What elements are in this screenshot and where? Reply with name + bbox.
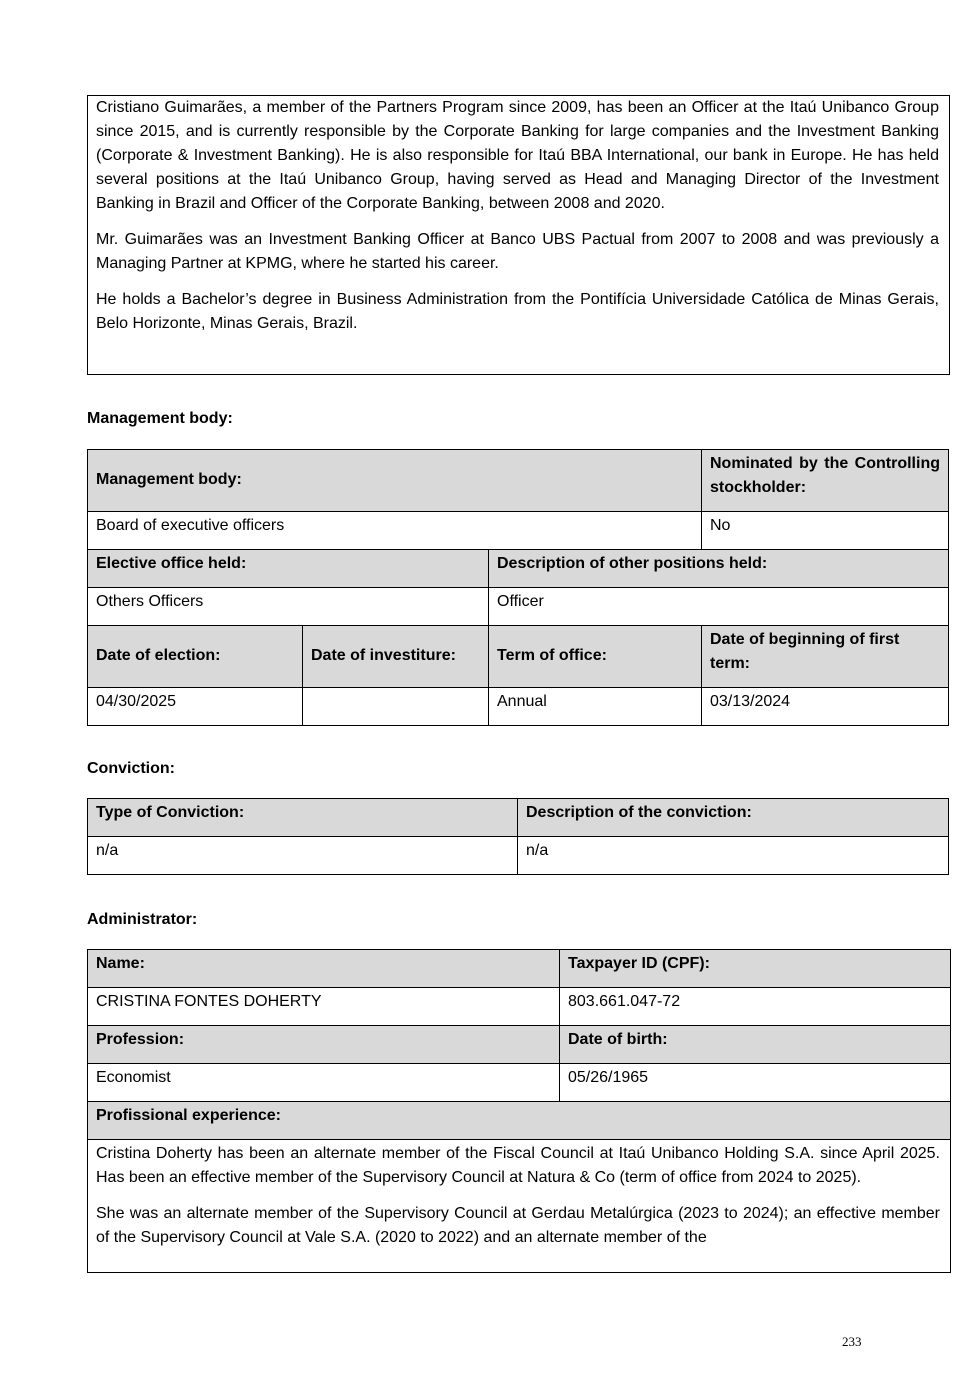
term-value: Annual (489, 688, 702, 726)
election-date-value: 04/30/2025 (88, 688, 303, 726)
experience-paragraph: Cristina Doherty has been an alternate member of the Fiscal Council at Itaú Unibanco Holding S.A. since April 2025. Has been an effective member of the Supervisory Council at Natura & Co (term of office from 2024 to 2025). (96, 1145, 940, 1186)
conviction-type-value: n/a (88, 837, 518, 875)
other-positions-header: Description of other positions held: (489, 550, 949, 588)
term-header: Term of office: (489, 626, 702, 688)
nominated-header: Nominated by the Controlling stockholder: (702, 450, 949, 512)
name-value: CRISTINA FONTES DOHERTY (88, 988, 560, 1026)
birth-date-value: 05/26/1965 (560, 1064, 951, 1102)
elective-office-value: Others Officers (88, 588, 489, 626)
investiture-date-header: Date of investiture: (303, 626, 489, 688)
bio-paragraph: Mr. Guimarães was an Investment Banking Officer at Banco UBS Pactual from 2007 to 2008 and was previously a Managing Partner at KPMG, where he started his career. (96, 231, 939, 272)
conviction-type-header: Type of Conviction: (88, 799, 518, 837)
conviction-table (87, 798, 949, 875)
profession-header: Profession: (88, 1026, 560, 1064)
first-term-value: 03/13/2024 (702, 688, 949, 726)
first-term-header: Date of beginning of first term: (702, 626, 949, 688)
investiture-date-value (303, 688, 489, 726)
birth-date-header: Date of birth: (560, 1026, 951, 1064)
bio-paragraph: Cristiano Guimarães, a member of the Partners Program since 2009, has been an Officer at the Itaú Unibanco Group since 2015, and is currently responsible by the Corporate Banking for large companies and the Investment Banking (Corporate & Investment Banking). He is also responsible for Itaú BBA International, our bank in Europe. He has held several positions at the Itaú Unibanco Group, having served as Head and Managing Director of the Investment Banking in Brazil and Officer of the Corporate Banking, between 2008 and 2020. (96, 99, 939, 212)
nominated-value: No (702, 512, 949, 550)
name-header: Name: (88, 950, 560, 988)
experience-paragraph: She was an alternate member of the Supervisory Council at Gerdau Metalúrgica (2023 to 2024); an effective member of the Supervisory Council at Vale S.A. (2020 to 2022) and an alternate member of the (96, 1205, 940, 1246)
administrator-heading: Administrator: (87, 911, 198, 928)
elective-office-header: Elective office held: (88, 550, 489, 588)
conviction-description-header: Description of the conviction: (518, 799, 949, 837)
page-number: 233 (842, 1334, 862, 1349)
management-heading: Management body: (87, 410, 233, 427)
bio-paragraph: He holds a Bachelor’s degree in Business Administration from the Pontifícia Universidade Católica de Minas Gerais, Belo Horizonte, Minas Gerais, Brazil. (96, 291, 939, 332)
conviction-heading: Conviction: (87, 760, 175, 777)
cpf-header: Taxpayer ID (CPF): (560, 950, 951, 988)
experience-header: Profissional experience: (88, 1102, 951, 1140)
management-body-value: Board of executive officers (88, 512, 702, 550)
cpf-value: 803.661.047-72 (560, 988, 951, 1026)
other-positions-value: Officer (489, 588, 949, 626)
administrator-table (87, 949, 951, 1273)
conviction-description-value: n/a (518, 837, 949, 875)
profession-value: Economist (88, 1064, 560, 1102)
election-date-header: Date of election: (88, 626, 303, 688)
experience-value (88, 1140, 951, 1273)
management-body-header: Management body: (88, 450, 702, 512)
management-table (87, 449, 949, 726)
previous-bio-box (87, 95, 950, 375)
